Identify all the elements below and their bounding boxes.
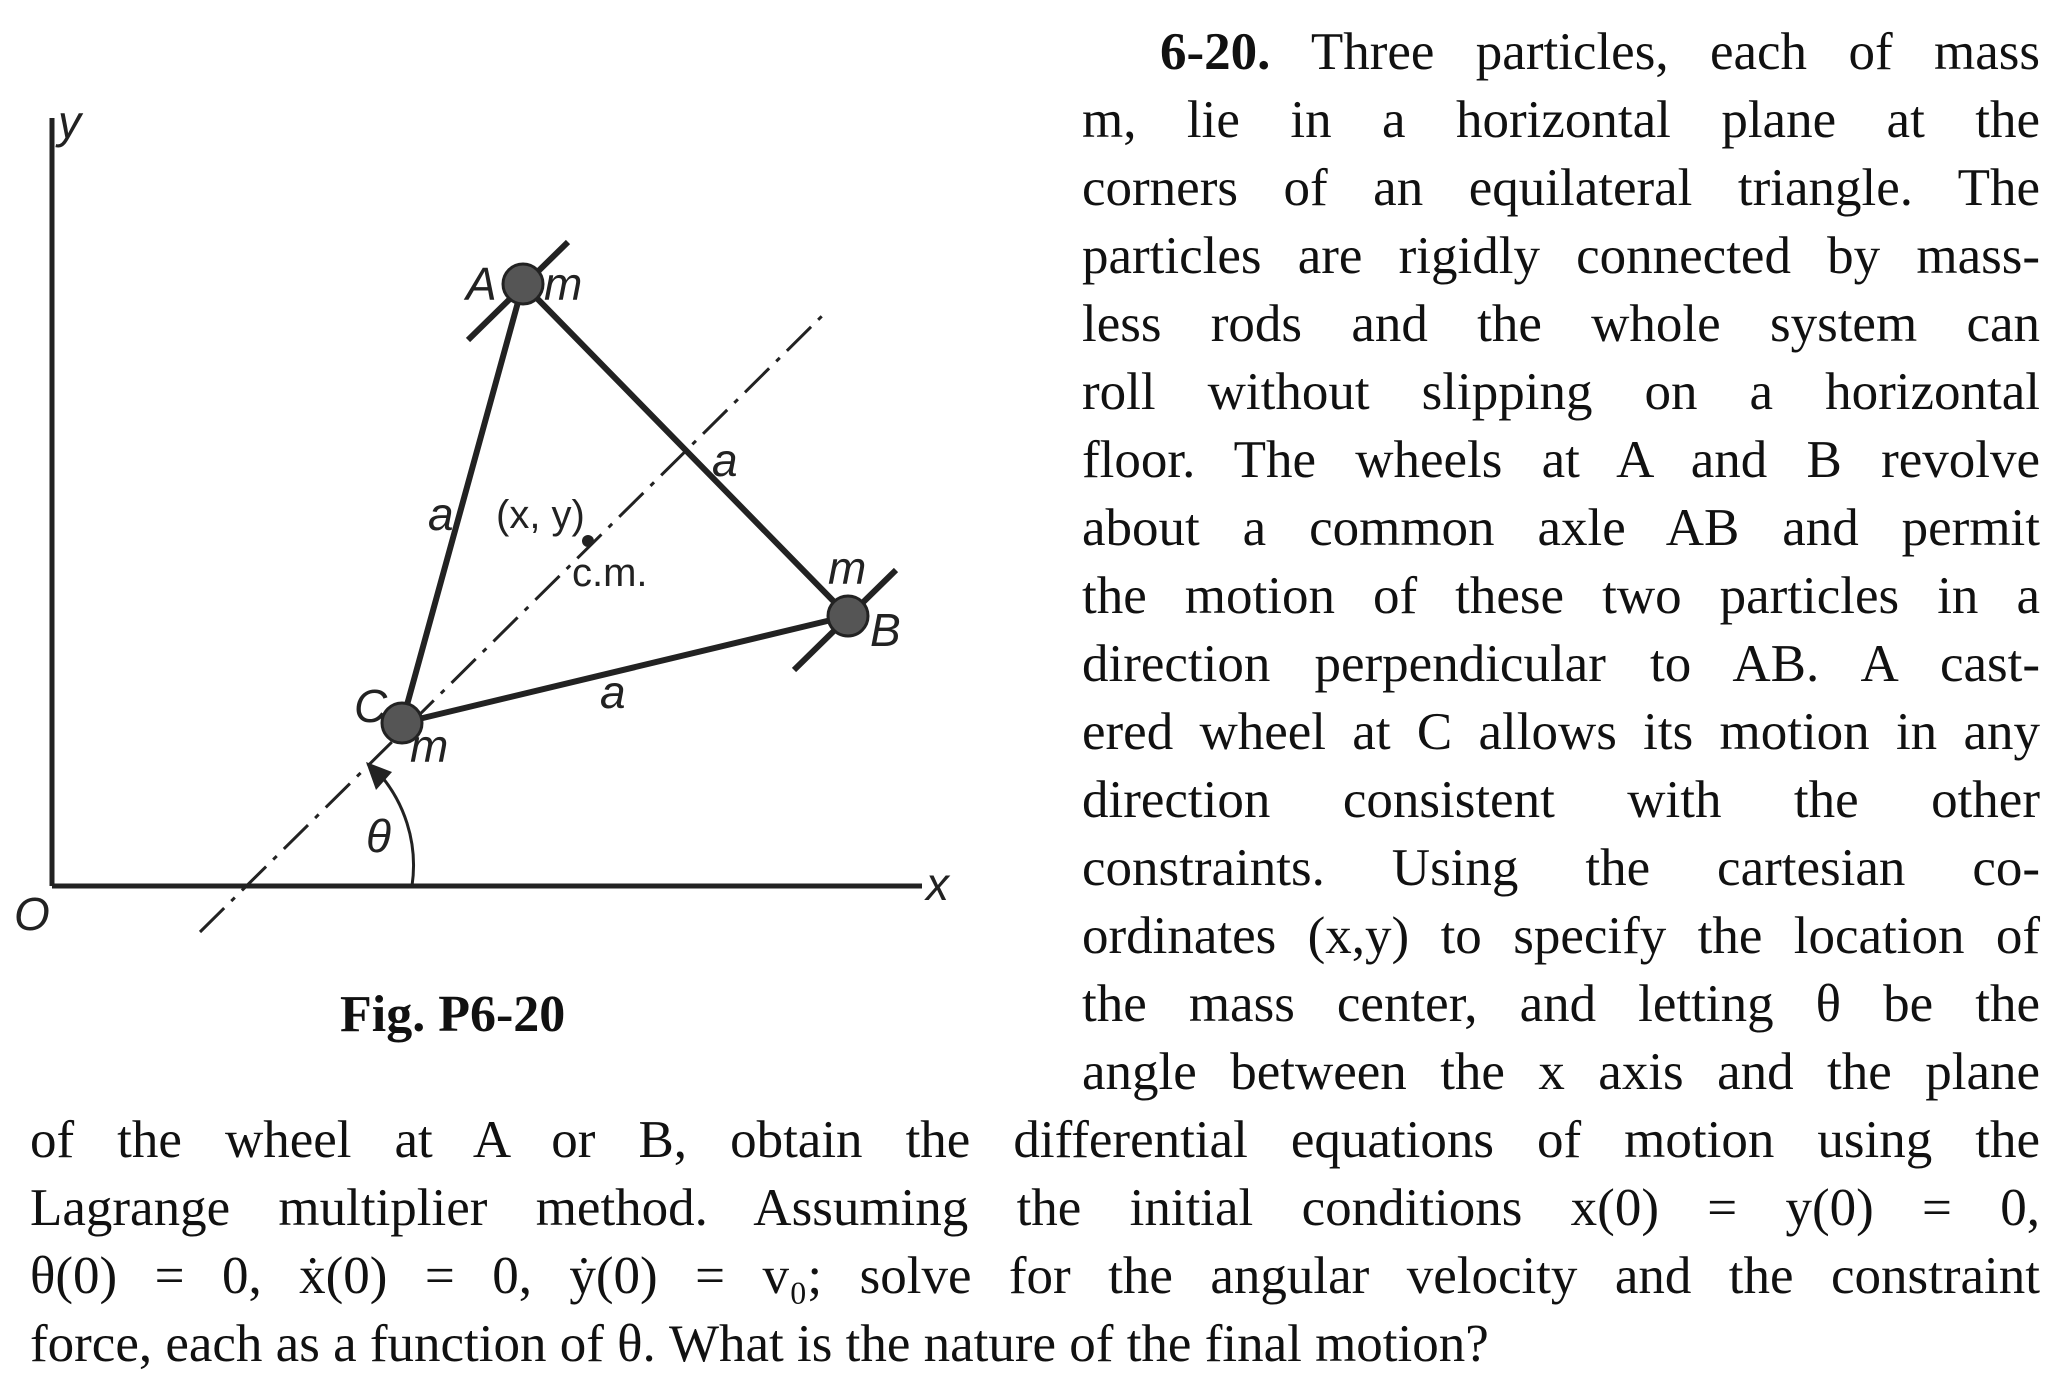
label-c: C — [354, 680, 388, 732]
label-coords: (x, y) — [496, 493, 585, 537]
text-line: particles are rigidly connected by mass- — [1082, 227, 2040, 285]
text-line: direction perpendicular to AB. A cast- — [1082, 635, 2040, 693]
label-theta: θ — [366, 810, 391, 862]
label-mass-b: m — [828, 542, 867, 594]
y-axis-label: y — [58, 96, 81, 148]
text-line: corners of an equilateral triangle. The — [1082, 159, 2040, 217]
label-side-cb: a — [600, 666, 626, 718]
label-b: B — [870, 604, 901, 656]
figure-caption: Fig. P6-20 — [340, 986, 566, 1043]
label-side-ab: a — [712, 434, 738, 486]
label-a: A — [466, 258, 497, 310]
x-axis-label: x — [926, 858, 949, 910]
label-side-ac: a — [428, 488, 454, 540]
problem-number: 6-20. — [1160, 23, 1271, 81]
text-line: of the wheel at A or B, obtain the differential equations of motion using the — [30, 1111, 2040, 1169]
text-line: θ(0) = 0, ẋ(0) = 0, ẏ(0) = v₀; solve for the angular velocity and the constraint — [30, 1247, 2040, 1305]
text-line: less rods and the whole system can — [1082, 295, 2040, 353]
text-line: direction consistent with the other — [1082, 771, 2040, 829]
text-line: the mass center, and letting θ be the — [1082, 975, 2040, 1033]
text-line: force, each as a function of θ. What is the nature of the final motion? — [30, 1315, 1489, 1373]
label-mass-c: m — [410, 720, 449, 772]
text-line: ered wheel at C allows its motion in any — [1082, 703, 2040, 761]
text-line — [1160, 18, 2040, 86]
text-line: roll without slipping on a horizontal — [1082, 363, 2040, 421]
text-line-content: Three particles, each of mass — [1310, 23, 2040, 81]
text-line: m, lie in a horizontal plane at the — [1082, 91, 2040, 149]
text-line: constraints. Using the cartesian co- — [1082, 839, 2040, 897]
text-line: the motion of these two particles in a — [1082, 567, 2040, 625]
origin-label: O — [14, 888, 50, 940]
text-line: floor. The wheels at A and B revolve — [1082, 431, 2040, 489]
label-cm: c.m. — [572, 551, 648, 595]
text-line: Lagrange multiplier method. Assuming the initial conditions x(0) = y(0) = 0, — [30, 1179, 2040, 1237]
text-line: angle between the x axis and the plane — [1082, 1043, 2040, 1101]
label-mass-a: m — [544, 258, 583, 310]
text-line: ordinates (x,y) to specify the location of — [1082, 907, 2040, 965]
text-line: about a common axle AB and permit — [1082, 499, 2040, 557]
